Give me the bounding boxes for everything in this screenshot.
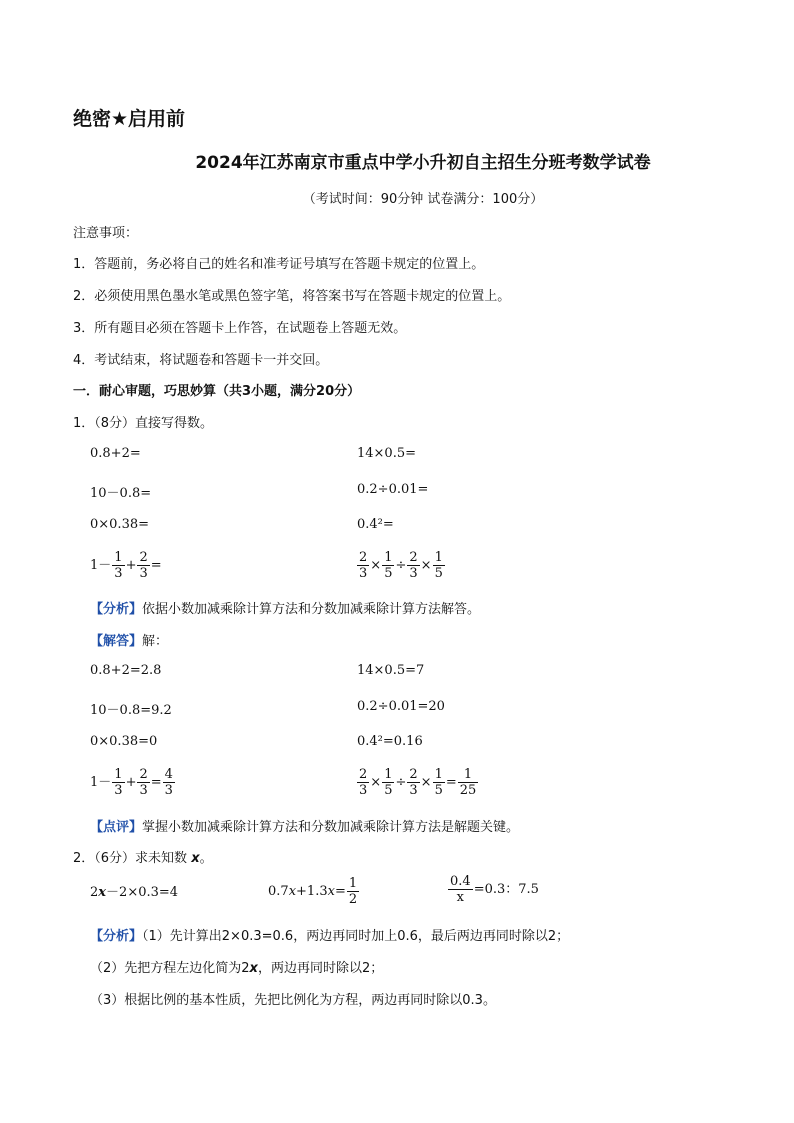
problem: 0.8+2= (90, 446, 141, 461)
fraction-problem: $\frac{2}{3}$ × $\frac{1}{5}$ ÷ $\frac{2}{3}$ × $\frac{1}{5}$ (359, 550, 443, 581)
analysis-line: （3）根据比例的基本性质，先把比例化为方程，两边再同时除以0.3。 (90, 993, 496, 1008)
answer: 【解答】解： (90, 634, 169, 649)
fraction: $\frac{1}{3}$ (114, 767, 123, 798)
fraction: $\frac{4}{3}$ (164, 767, 173, 798)
fraction: $\frac{2}{3}$ (409, 767, 418, 798)
equation: $\frac{0.4}{x}$ =0.3：7.5 (450, 874, 539, 905)
analysis: 【分析】依据小数加减乘除计算方法和分数加减乘除计算方法解答。 (90, 602, 481, 617)
fraction-answer: 1－ $\frac{1}{3}$ + $\frac{2}{3}$ = $\frac{4}{3}$ (90, 767, 173, 798)
notice-heading: 注意事项： (73, 226, 139, 241)
analysis-tag: 【分析】 (90, 602, 143, 617)
analysis-tag: 【分析】 (90, 929, 143, 944)
fraction: $\frac{1}{3}$ (114, 550, 123, 581)
answer-line: 0×0.38=0 (90, 734, 158, 749)
problem: 0.2÷0.01= (357, 482, 429, 497)
equation: 0.7x+1.3x= $\frac{1}{2}$ (268, 876, 358, 907)
notice-item: 4．考试结束，将试题卷和答题卡一并交回。 (73, 353, 329, 368)
fraction: $\frac{1}{5}$ (384, 550, 393, 581)
problem: 0×0.38= (90, 517, 150, 532)
problem: 14×0.5= (357, 446, 417, 461)
comment: 【点评】掌握小数加减乘除计算方法和分数加减乘除计算方法是解题关键。 (90, 820, 520, 835)
page-title: 2024年江苏南京市重点中学小升初自主招生分班考数学试卷 (195, 153, 651, 173)
notice-item: 1．答题前，务必将自己的姓名和准考证号填写在答题卡规定的位置上。 (73, 257, 485, 272)
answer-line: 0.8+2=2.8 (90, 663, 162, 678)
fraction: $\frac{1}{25}$ (459, 767, 477, 798)
fraction-problem: 1－ $\frac{1}{3}$ + $\frac{2}{3}$ = (90, 550, 162, 581)
fraction: $\frac{2}{3}$ (139, 767, 148, 798)
problem: 10－0.8= (90, 486, 152, 501)
fraction: $\frac{2}{3}$ (359, 550, 368, 581)
comment-tag: 【点评】 (90, 820, 143, 835)
fraction: $\frac{2}{3}$ (359, 767, 368, 798)
exam-info: （考试时间：90分钟 试卷满分：100分） (302, 192, 544, 207)
notice-item: 2．必须使用黑色墨水笔或黑色签字笔，将答案书写在答题卡规定的位置上。 (73, 289, 511, 304)
fraction: $\frac{1}{5}$ (384, 767, 393, 798)
answer-line: 0.4²=0.16 (357, 734, 423, 749)
fraction-answer: $\frac{2}{3}$ × $\frac{1}{5}$ ÷ $\frac{2}{3}$ × $\frac{1}{5}$ = $\frac{1}{25}$ (359, 767, 477, 798)
fraction: $\frac{1}{5}$ (434, 550, 443, 581)
fraction: $\frac{1}{2}$ (348, 876, 358, 907)
question-stem: 1．（8分）直接写得数。 (73, 416, 214, 431)
answer-line: 0.2÷0.01=20 (357, 699, 445, 714)
section-heading: 一．耐心审题，巧思妙算（共3小题，满分20分） (73, 384, 361, 399)
fraction: $\frac{0.4}{x}$ (450, 874, 471, 905)
problem: 0.4²= (357, 517, 394, 532)
analysis: 【分析】（1）先计算出2×0.3=0.6，两边再同时加上0.6，最后两边再同时除以2； (90, 929, 570, 944)
equation: 2x－2×0.3=4 (90, 885, 179, 900)
fraction: $\frac{1}{5}$ (434, 767, 443, 798)
question-stem: 2．（6分）求未知数 x。 (73, 851, 213, 866)
analysis-line: （2）先把方程左边化简为2x，两边再同时除以2； (90, 961, 384, 976)
answer-line: 14×0.5=7 (357, 663, 425, 678)
notice-item: 3．所有题目必须在答题卡上作答，在试题卷上答题无效。 (73, 321, 407, 336)
answer-tag: 【解答】 (90, 634, 143, 649)
secret-label: 绝密★启用前 (73, 108, 186, 130)
answer-line: 10－0.8=9.2 (90, 703, 172, 718)
fraction: $\frac{2}{3}$ (409, 550, 418, 581)
fraction: $\frac{2}{3}$ (139, 550, 148, 581)
